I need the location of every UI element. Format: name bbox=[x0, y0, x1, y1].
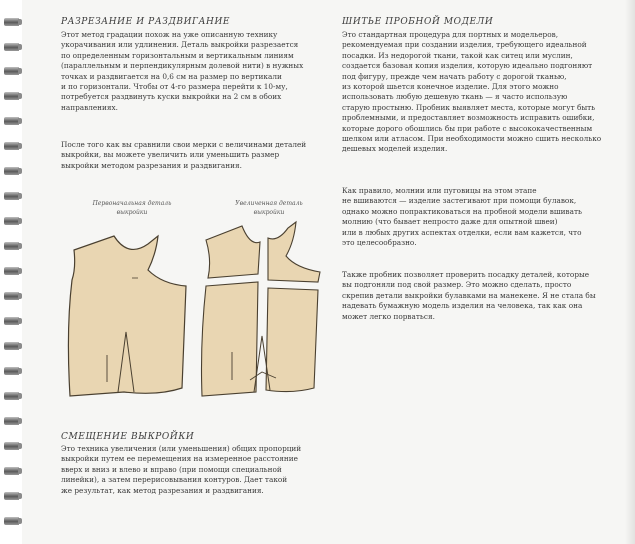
caption-line: выкройки bbox=[253, 208, 285, 216]
caption-line: Первоначальная деталь bbox=[92, 200, 172, 207]
original-bodice-pattern bbox=[62, 220, 192, 405]
binding-ring bbox=[4, 342, 19, 350]
text-line: Этот метод градации похож на уже описанную технику bbox=[61, 30, 278, 39]
binding-ring bbox=[4, 442, 19, 450]
text-line: не вшиваются — изделие застегивают при помощи булавок, bbox=[342, 196, 577, 206]
binding-ring bbox=[4, 92, 19, 100]
heading-cut-and-spread: РАЗРЕЗАНИЕ И РАЗДВИГАНИЕ bbox=[61, 17, 231, 27]
text-line: же результат, как метод разрезания и раздвигания. bbox=[61, 485, 264, 495]
paragraph-compare-measurements bbox=[61, 140, 306, 171]
text-line: создается базовая копия изделия, которую идеально подгоняют bbox=[342, 61, 593, 71]
text-line: потребуется раздвинуть куски выкройки на 2 см в обоих bbox=[61, 92, 282, 102]
binding-ring bbox=[4, 492, 19, 500]
binding-ring bbox=[4, 417, 19, 425]
heading-test-garment: ШИТЬЕ ПРОБНОЙ МОДЕЛИ bbox=[342, 17, 494, 27]
pattern-piece-upper-left bbox=[206, 226, 260, 278]
text-line: проблемными, и предоставляет возможность исправить ошибки, bbox=[342, 113, 595, 123]
text-line: использовать любую дешевую ткань — я часто использую bbox=[342, 92, 568, 102]
pattern-outline bbox=[68, 236, 186, 396]
text-line: по определенным горизонтальным и вертикальным линиям bbox=[61, 50, 294, 60]
text-line: скрепив детали выкройки булавками на манекене. Я не стала бы bbox=[342, 290, 596, 300]
enlarged-bodice-pattern bbox=[192, 212, 327, 407]
text-line: направлениях. bbox=[61, 102, 118, 112]
text-line: может легко порваться. bbox=[342, 311, 435, 321]
text-line: молнию (что бывает непросто даже для опытной швеи) bbox=[342, 217, 558, 227]
text-line: выкройки методом разрезания и раздвигания. bbox=[61, 160, 242, 170]
binding-ring bbox=[4, 117, 19, 125]
text-line: или в любых других аспектах отделки, если вам кажется, что bbox=[342, 227, 582, 237]
text-line: Как правило, молнии или пуговицы на этом этапе bbox=[342, 186, 537, 195]
text-line: дешевых моделей изделия. bbox=[342, 144, 448, 154]
text-line: Это техника увеличения (или уменьшения) общих пропорций bbox=[61, 444, 302, 453]
text-line: однако можно попрактиковаться на пробной модели вшивать bbox=[342, 206, 582, 216]
caption-line: Увеличенная деталь bbox=[235, 200, 303, 207]
paragraph-test-garment bbox=[342, 30, 601, 155]
text-line: точках и раздвигается на 0,6 см на размер по вертикали bbox=[61, 71, 282, 81]
text-line: которые дорого обошлись бы при работе с высококачественным bbox=[342, 123, 593, 133]
text-line: укорачивания или удлинения. Деталь выкройки разрезается bbox=[61, 40, 299, 50]
paragraph-fasteners bbox=[342, 186, 582, 248]
binding-ring bbox=[4, 217, 19, 225]
text-line: вы подгоняли под свой размер. Это можно сделать, просто bbox=[342, 280, 572, 290]
text-line: это целесообразно. bbox=[342, 238, 417, 248]
text-line: под фигуру, прежде чем начать работу с дорогой тканью, bbox=[342, 71, 567, 81]
text-line: шелком или атласом. При необходимости можно сшить несколько bbox=[342, 134, 602, 144]
binding-ring bbox=[4, 43, 19, 51]
text-line: выкройки путем ее перемещения на измеренное расстояние bbox=[61, 454, 298, 464]
text-line: рекомендуемая при создании изделия, требующего идеальной bbox=[342, 40, 587, 50]
page-edge-shadow bbox=[625, 0, 635, 544]
binding-ring bbox=[4, 517, 19, 525]
binding-ring bbox=[4, 18, 19, 26]
binding-ring bbox=[4, 467, 19, 475]
binding-ring bbox=[4, 142, 19, 150]
text-line: линейки), а затем перерисовывания контуров. Дает такой bbox=[61, 475, 288, 485]
paragraph-cut-and-spread bbox=[61, 30, 303, 113]
text-line: старую простыню. Пробник выявляет места, которые могут быть bbox=[342, 102, 596, 112]
text-line: выкройки, вы можете увеличить или уменьшить размер bbox=[61, 150, 280, 160]
text-line: посадки. Из недорогой ткани, такой как ситец или муслин, bbox=[342, 50, 573, 60]
binding-ring bbox=[4, 392, 19, 400]
heading-pattern-shifting: СМЕЩЕНИЕ ВЫКРОЙКИ bbox=[61, 432, 195, 442]
caption-line: выкройки bbox=[116, 208, 148, 216]
pattern-piece-lower-right bbox=[266, 288, 318, 392]
binding-ring bbox=[4, 267, 19, 275]
binding-ring bbox=[4, 292, 19, 300]
text-line: и по горизонтали. Чтобы от 4-го размера перейти к 10-му, bbox=[61, 82, 288, 92]
text-line: из которой шьется конечное изделие. Для этого можно bbox=[342, 82, 559, 92]
pattern-piece-upper-right bbox=[268, 222, 320, 282]
binding-ring bbox=[4, 242, 19, 250]
book-page bbox=[22, 0, 635, 544]
binding-spine bbox=[0, 0, 22, 544]
text-line: (параллельным и перпендикулярным долевой нити) в нужных bbox=[61, 61, 304, 71]
pattern-piece-lower-left bbox=[202, 282, 259, 396]
binding-ring bbox=[4, 317, 19, 325]
text-line: вверх и вниз и влево и вправо (при помощи специальной bbox=[61, 464, 282, 474]
text-line: надевать бумажную модель изделия на человека, так как она bbox=[342, 301, 583, 311]
binding-ring bbox=[4, 167, 19, 175]
text-line: Также пробник позволяет проверить посадку деталей, которые bbox=[342, 270, 590, 279]
paragraph-pattern-shifting bbox=[61, 444, 301, 496]
binding-ring bbox=[4, 192, 19, 200]
text-line: Это стандартная процедура для портных и модельеров, bbox=[342, 30, 559, 39]
binding-ring bbox=[4, 67, 19, 75]
caption-original-pattern bbox=[82, 200, 182, 217]
text-line: После того как вы сравнили свои мерки с величинами деталей bbox=[61, 140, 307, 149]
binding-ring bbox=[4, 367, 19, 375]
paragraph-fit-check bbox=[342, 270, 596, 322]
